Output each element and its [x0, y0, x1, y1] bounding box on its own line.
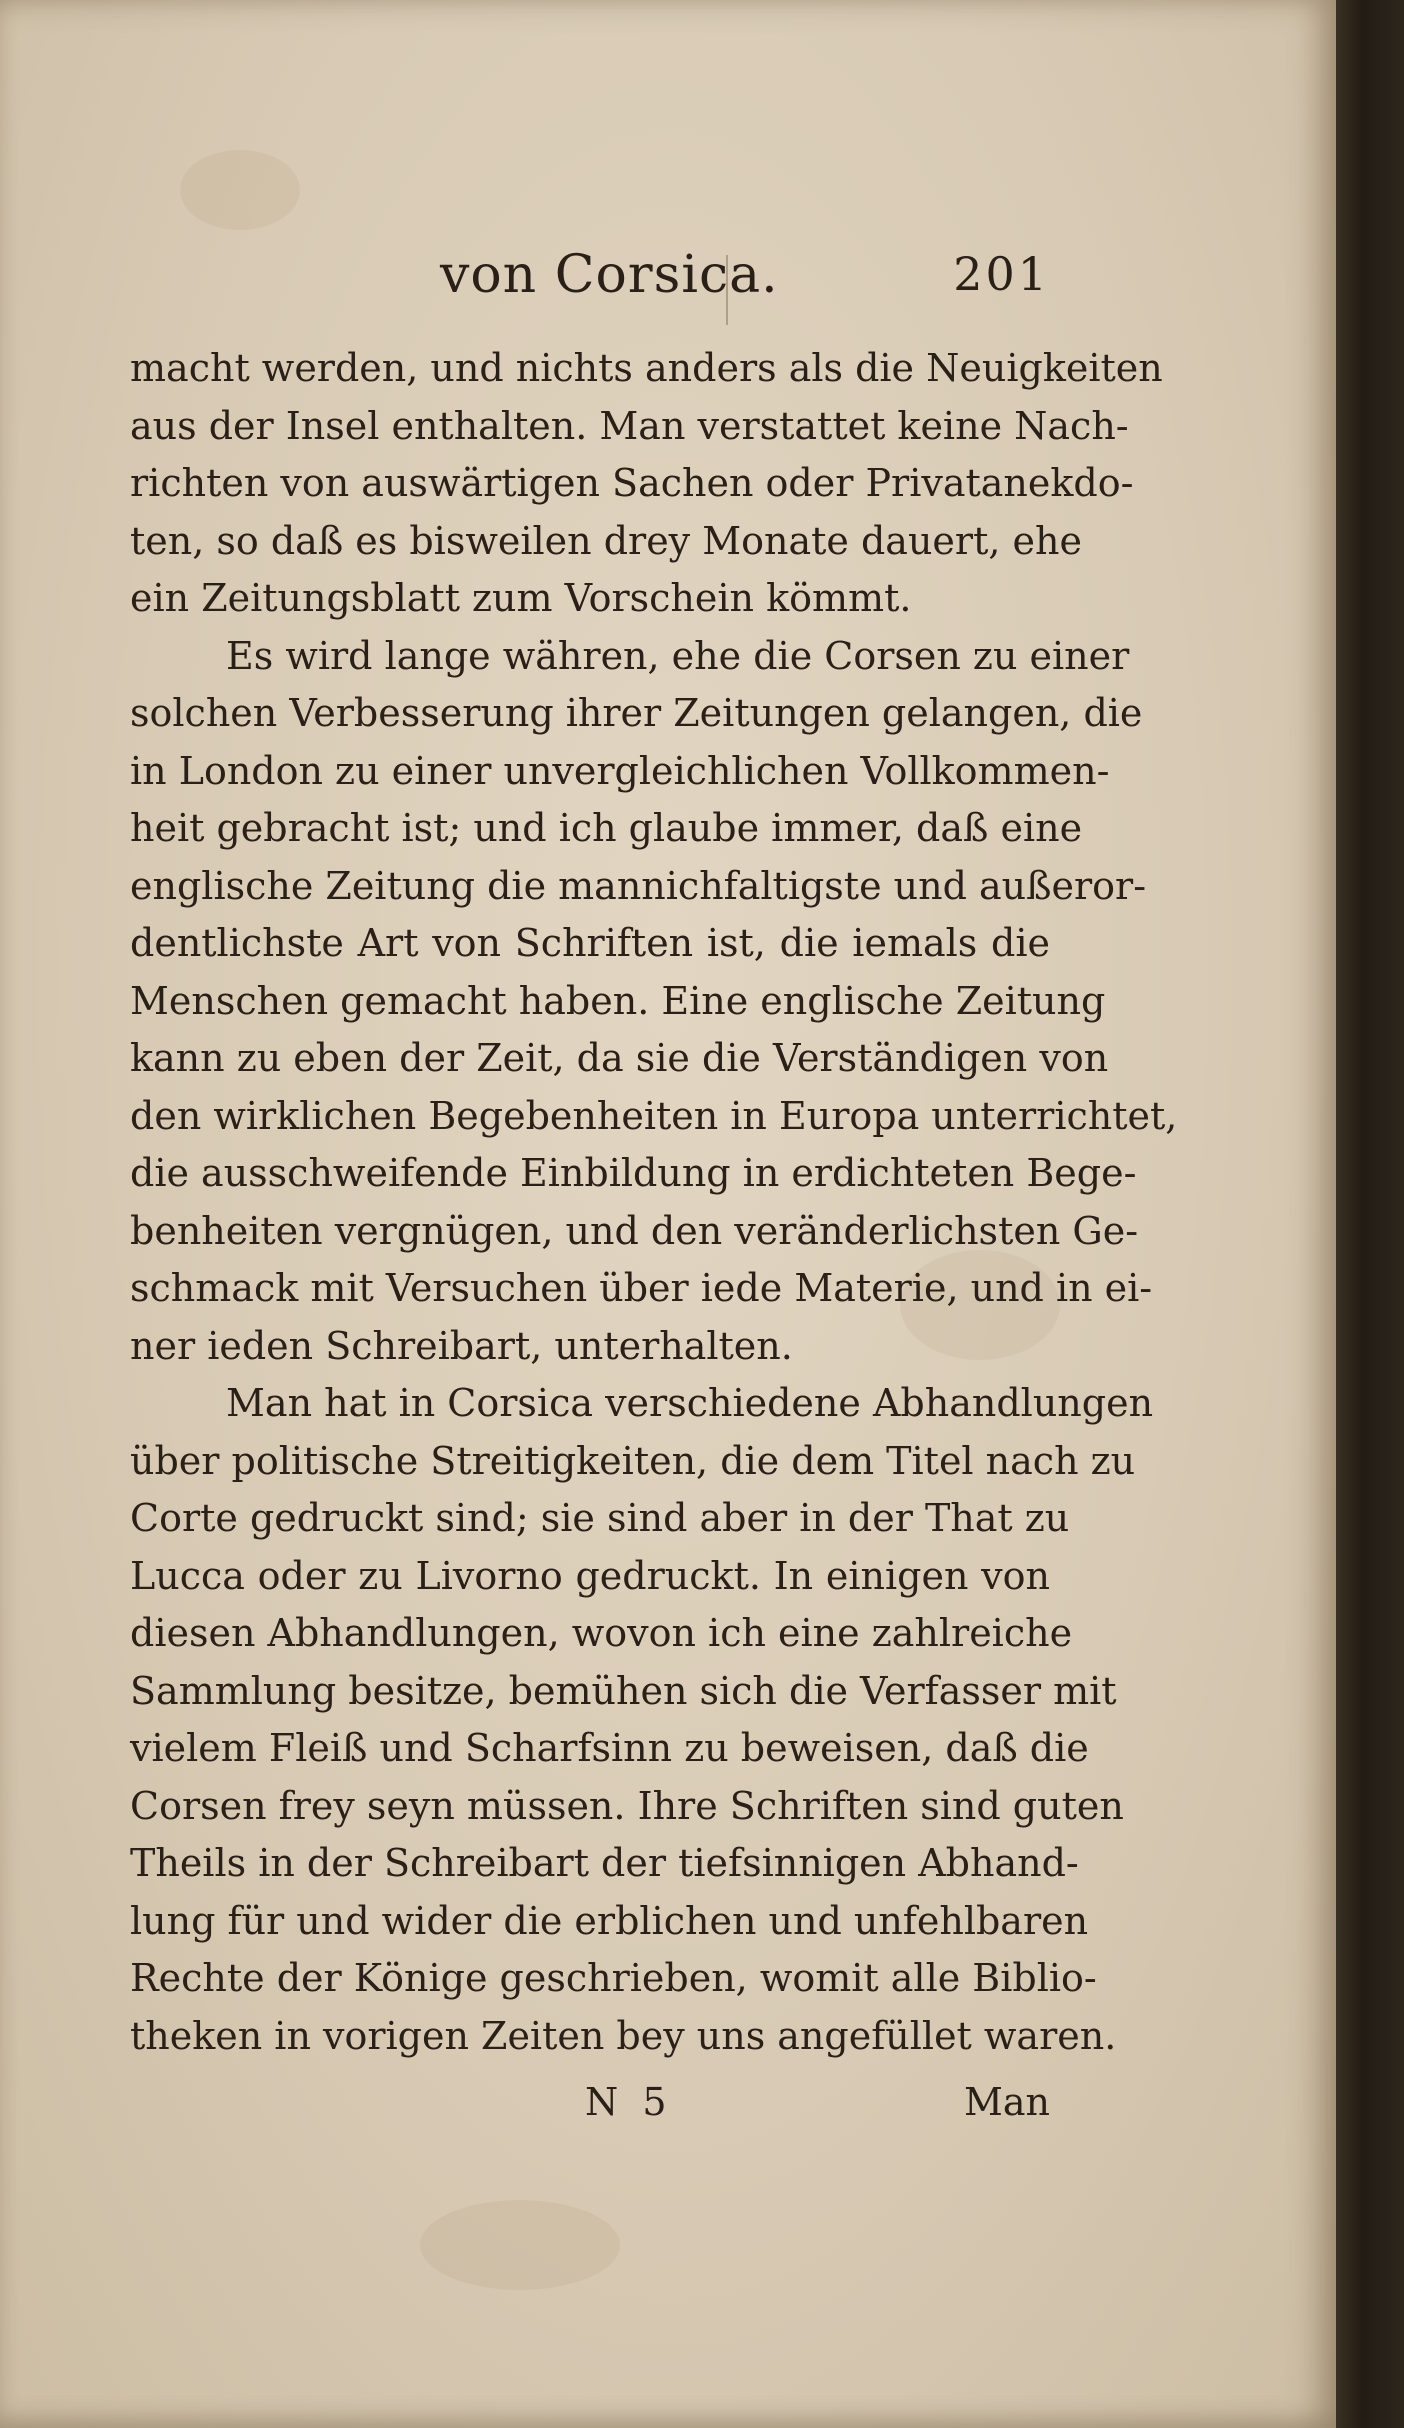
text-line: richten von auswärtigen Sachen oder Privatanekdo- — [130, 461, 1134, 505]
text-line: ner ieden Schreibart, unterhalten. — [130, 1323, 793, 1368]
page-header — [130, 245, 1050, 315]
text-line: kann zu eben der Zeit, da sie die Verständigen von — [130, 1036, 1109, 1080]
text-line: Sammlung besitze, bemühen sich die Verfasser mit — [130, 1668, 1117, 1713]
paper-stain — [420, 2200, 620, 2290]
catchword: Man — [963, 2080, 1050, 2124]
text-line: den wirklichen Begebenheiten in Europa unterrichtet, — [130, 1093, 1178, 1138]
text-line: die ausschweifende Einbildung in erdichteten Bege- — [130, 1151, 1137, 1195]
body-text — [130, 340, 1178, 2065]
running-title: von Corsica. — [440, 245, 779, 305]
text-line: Es wird lange währen, ehe die Corsen zu einer — [226, 633, 1130, 678]
text-line: dentlichste Art von Schriften ist, die iemals die — [130, 921, 1050, 965]
text-line: aus der Insel enthalten. Man verstattet keine Nach- — [130, 403, 1129, 448]
page-footer — [130, 2080, 1050, 2140]
page-number: 201 — [953, 247, 1050, 301]
text-line: solchen Verbesserung ihrer Zeitungen gelangen, die — [130, 691, 1143, 735]
paper-stain — [180, 150, 300, 230]
book-edge — [1336, 0, 1404, 2428]
text-line: über politische Streitigkeiten, die dem Titel nach zu — [130, 1438, 1136, 1483]
signature-mark: N 5 — [585, 2080, 673, 2124]
paragraph — [130, 340, 1163, 628]
text-line: englische Zeitung die mannichfaltigste und außeror- — [130, 863, 1147, 908]
text-line: theken in vorigen Zeiten bey uns angefüllet waren. — [130, 2013, 1117, 2058]
text-line: Rechte der Könige geschrieben, womit alle Biblio- — [130, 1956, 1097, 2000]
paragraph — [130, 628, 1178, 1376]
text-line: in London zu einer unvergleichlichen Vollkommen- — [130, 748, 1110, 793]
text-line: Theils in der Schreibart der tiefsinnigen Abhand- — [130, 1841, 1079, 1885]
text-line: Menschen gemacht haben. Eine englische Zeitung — [130, 978, 1106, 1023]
text-line: schmack mit Versuchen über iede Materie, und in ei- — [130, 1266, 1153, 1310]
text-line: Corsen frey seyn müssen. Ihre Schriften sind guten — [130, 1783, 1124, 1828]
text-line: diesen Abhandlungen, wovon ich eine zahlreiche — [130, 1611, 1073, 1655]
text-line: vielem Fleiß und Scharfsinn zu beweisen, daß die — [130, 1726, 1089, 1770]
text-line: benheiten vergnügen, und den veränderlichsten Ge- — [130, 1208, 1139, 1253]
text-line: Corte gedruckt sind; sie sind aber in der That zu — [130, 1496, 1070, 1540]
text-line: heit gebracht ist; und ich glaube immer, daß eine — [130, 806, 1083, 850]
text-line: macht werden, und nichts anders als die Neuigkeiten — [130, 346, 1163, 390]
text-line: lung für und wider die erblichen und unfehlbaren — [130, 1898, 1089, 1943]
text-line: ten, so daß es bisweilen drey Monate dauert, ehe — [130, 518, 1082, 563]
text-line: ein Zeitungsblatt zum Vorschein kömmt. — [130, 576, 912, 620]
text-line: Lucca oder zu Livorno gedruckt. In einigen von — [130, 1553, 1050, 1598]
text-line: Man hat in Corsica verschiedene Abhandlungen — [226, 1381, 1154, 1425]
paragraph — [130, 1375, 1154, 2065]
